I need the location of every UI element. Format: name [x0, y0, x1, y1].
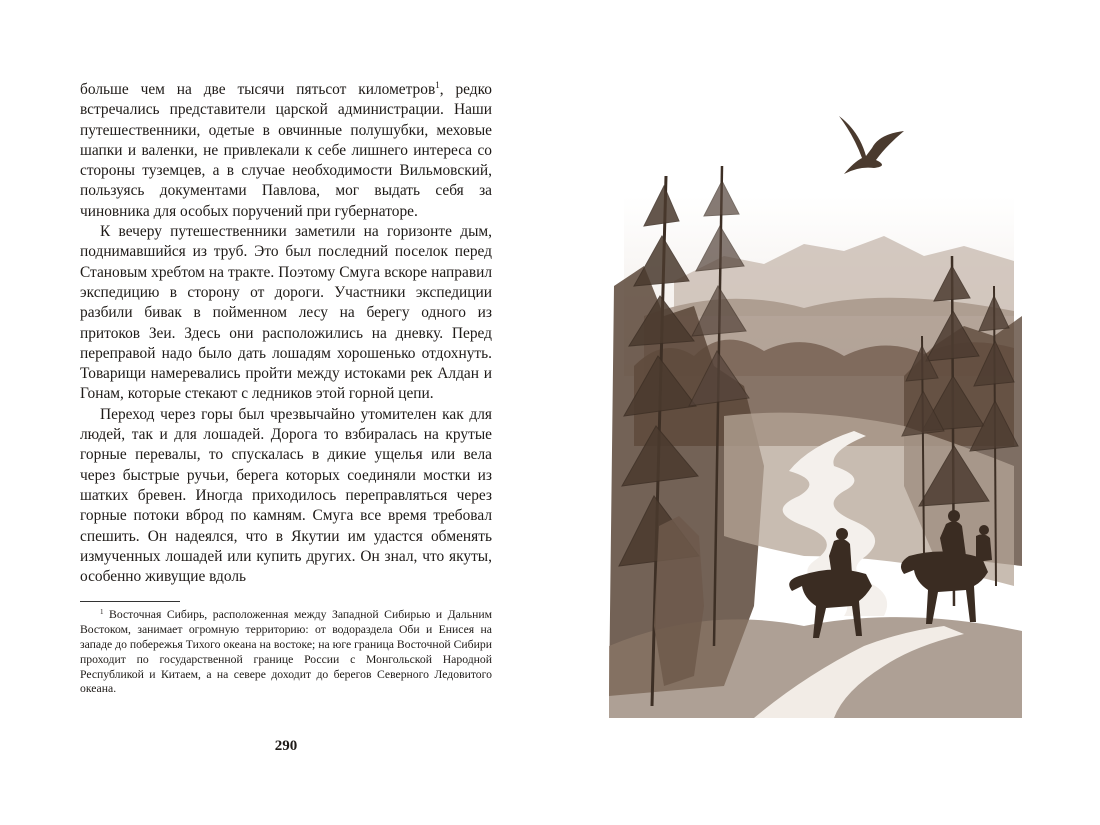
- footnote-text: Восточная Сибирь, расположенная между Западной Сибирью и Дальним Востоком, занимает огромную территорию: от водораздела Оби и Енисея на западе до побережья Тихого океана на востоке; на юге граница Восточной Сибири проходит по государственной границе России с Монгольской Народной Республикой и Китаем, а на севере доходит до берегов Северного Ледовитого океана.: [80, 608, 492, 696]
- footnote-reference[interactable]: 1: [435, 80, 440, 90]
- eagle: [839, 116, 904, 174]
- paragraph-1: [80, 80, 492, 222]
- paragraph-1-start: больше чем на две тысячи пятьсот километров: [80, 81, 436, 98]
- paragraph-1-end: , редко встречались представители царской администрации. Наши путешественники, одетые в овчинные полушубки, меховые шапки и валенки, не привлекали к себе лишнего интереса со стороны туземцев, а в случае необходимости Вильмовский, пользуясь документами Павлова, мог выдать себя за чиновника для особых поручений при губернаторе.: [80, 81, 492, 220]
- page-number: 290: [274, 738, 298, 754]
- footnote: [80, 608, 492, 697]
- paragraph-3: Переход через горы был чрезвычайно утомителен как для людей, так и для лошадей. Дорога то взбиралась на крутые горные перевалы, то спускалась в дикие ущелья или вела через быстрые ручьи, берега которых соединяли мостки из шатких бревен. Иногда приходилось переправляться через горные потоки вброд по камням. Смуга все время требовал спешить. Он надеялся, что в Якутии им удастся обменять измученных лошадей или купить других. Он знал, что якуты, особенно живущие вдоль: [80, 405, 492, 586]
- footnote-marker: 1: [100, 608, 104, 617]
- paragraph-2: К вечеру путешественники заметили на горизонте дым, поднимавшийся из труб. Это был последний поселок перед Становым хребтом на тракте. Поэтому Смуга вскоре направил экспедицию в сторону от дороги. Участники экспедиции разбили бивак в пойменном лесу на берегу одного из притоков Зеи. Здесь они расположились на дневку. Перед переправой надо было дать лошадям хорошенько отдохнуть. Товарищи намеревались пройти между истоками рек Алдан и Гонам, которые стекают с ледников этой горной цепи.: [80, 223, 492, 403]
- illustration-riders-in-taiga: [604, 86, 1028, 722]
- taiga-landscape-drawing: [604, 86, 1028, 722]
- footnote-divider: [80, 601, 180, 602]
- text-column: [80, 80, 492, 697]
